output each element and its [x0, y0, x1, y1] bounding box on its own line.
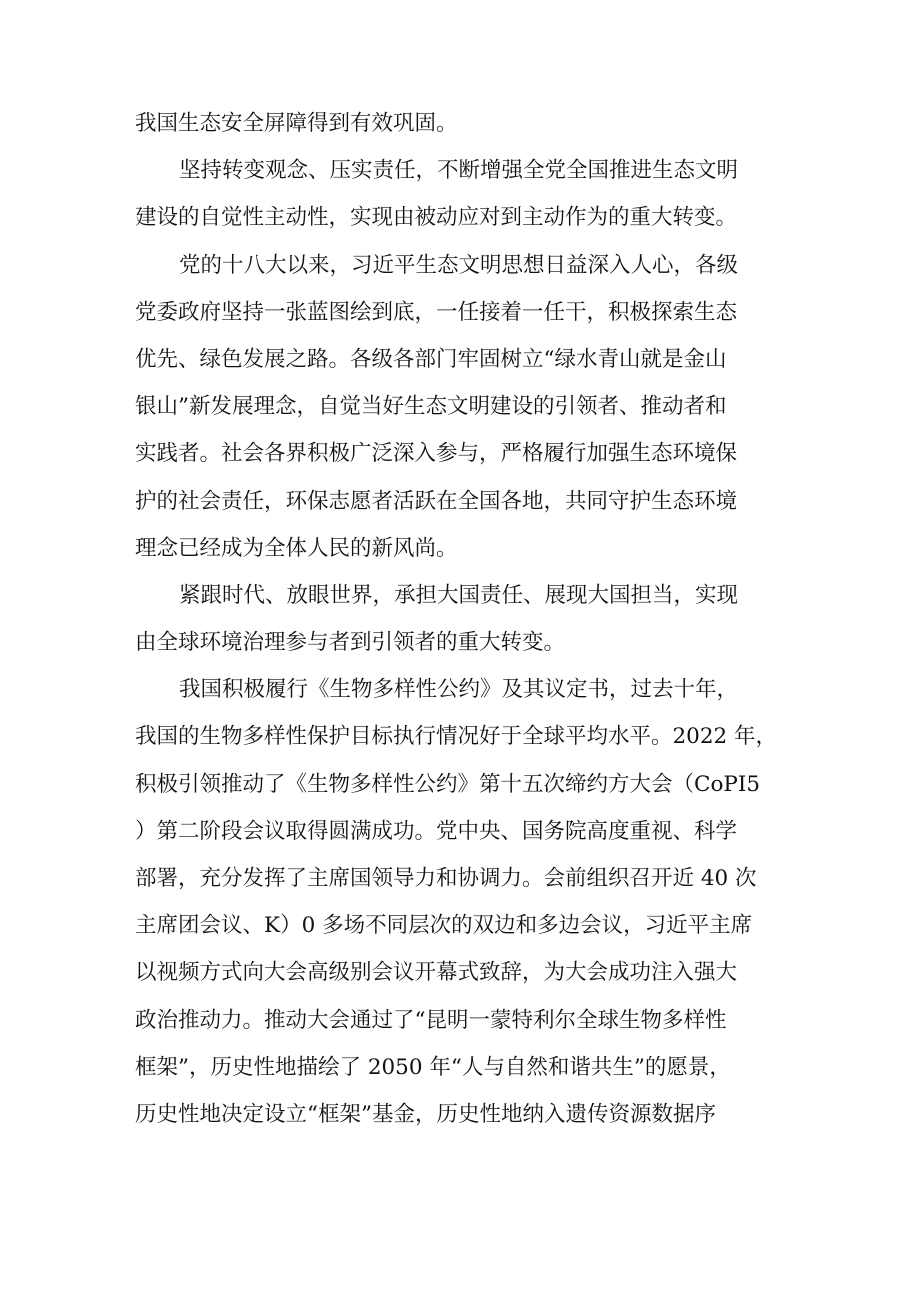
text-line: 我国生态安全屏障得到有效巩固。	[135, 111, 458, 136]
text-line: 框架”，历史性地描绘了 2050 年“人与自然和谐共生”的愿景，	[135, 1054, 731, 1080]
text-line: 坚持转变观念、压实责任，不断增强全党全国推进生态文明	[179, 158, 739, 184]
text-line: 历史性地决定设立“框架”基金，历史性地纳入遗传资源数据序	[135, 1101, 716, 1127]
text-line: 由全球环境治理参与者到引领者的重大转变。	[135, 630, 566, 656]
body-text	[135, 100, 795, 1138]
text-line: 紧跟时代、放眼世界，承担大国责任、展现大国担当，实现	[179, 582, 739, 608]
text-line: 优先、绿色发展之路。各级各部门牢固树立“绿水青山就是金山	[135, 346, 727, 372]
text-line: ）第二阶段会议取得圆满成功。党中央、国务院高度重视、科学	[135, 818, 738, 844]
text-line: 积极引领推动了《生物多样性公约》第十五次缔约方大会（CoPI5	[135, 771, 761, 797]
text-line: 以视频方式向大会高级别会议开幕式致辞，为大会成功注入强大	[135, 960, 738, 986]
text-line: 党的十八大以来，习近平生态文明思想日益深入人心，各级	[179, 252, 739, 278]
text-line: 实践者。社会各界积极广泛深入参与，严格履行加强生态环境保	[135, 441, 738, 467]
text-line: 部署，充分发挥了主席国领导力和协调力。会前组织召开近 40 次	[135, 866, 757, 891]
text-line: 我国的生物多样性保护目标执行情况好于全球平均水平。2022 年，	[135, 724, 778, 750]
text-line: 理念已经成为全体人民的新风尚。	[135, 535, 458, 561]
text-line: 护的社会责任，环保志愿者活跃在全国各地，共同守护生态环境	[135, 488, 738, 514]
text-line: 银山”新发展理念，自觉当好生态文明建设的引领者、推动者和	[135, 394, 727, 420]
text-line: 建设的自觉性主动性，实现由被动应对到主动作为的重大转变。	[135, 205, 738, 231]
text-line: 党委政府坚持一张蓝图绘到底，一任接着一任干，积极探索生态	[135, 299, 738, 325]
text-line: 主席团会议、K）0 多场不同层次的双边和多边会议，习近平主席	[135, 913, 753, 939]
text-line: 政治推动力。推动大会通过了“昆明一蒙特利尔全球生物多样性	[135, 1007, 727, 1033]
text-line: 我国积极履行《生物多样性公约》及其议定书，过去十年，	[179, 677, 739, 703]
